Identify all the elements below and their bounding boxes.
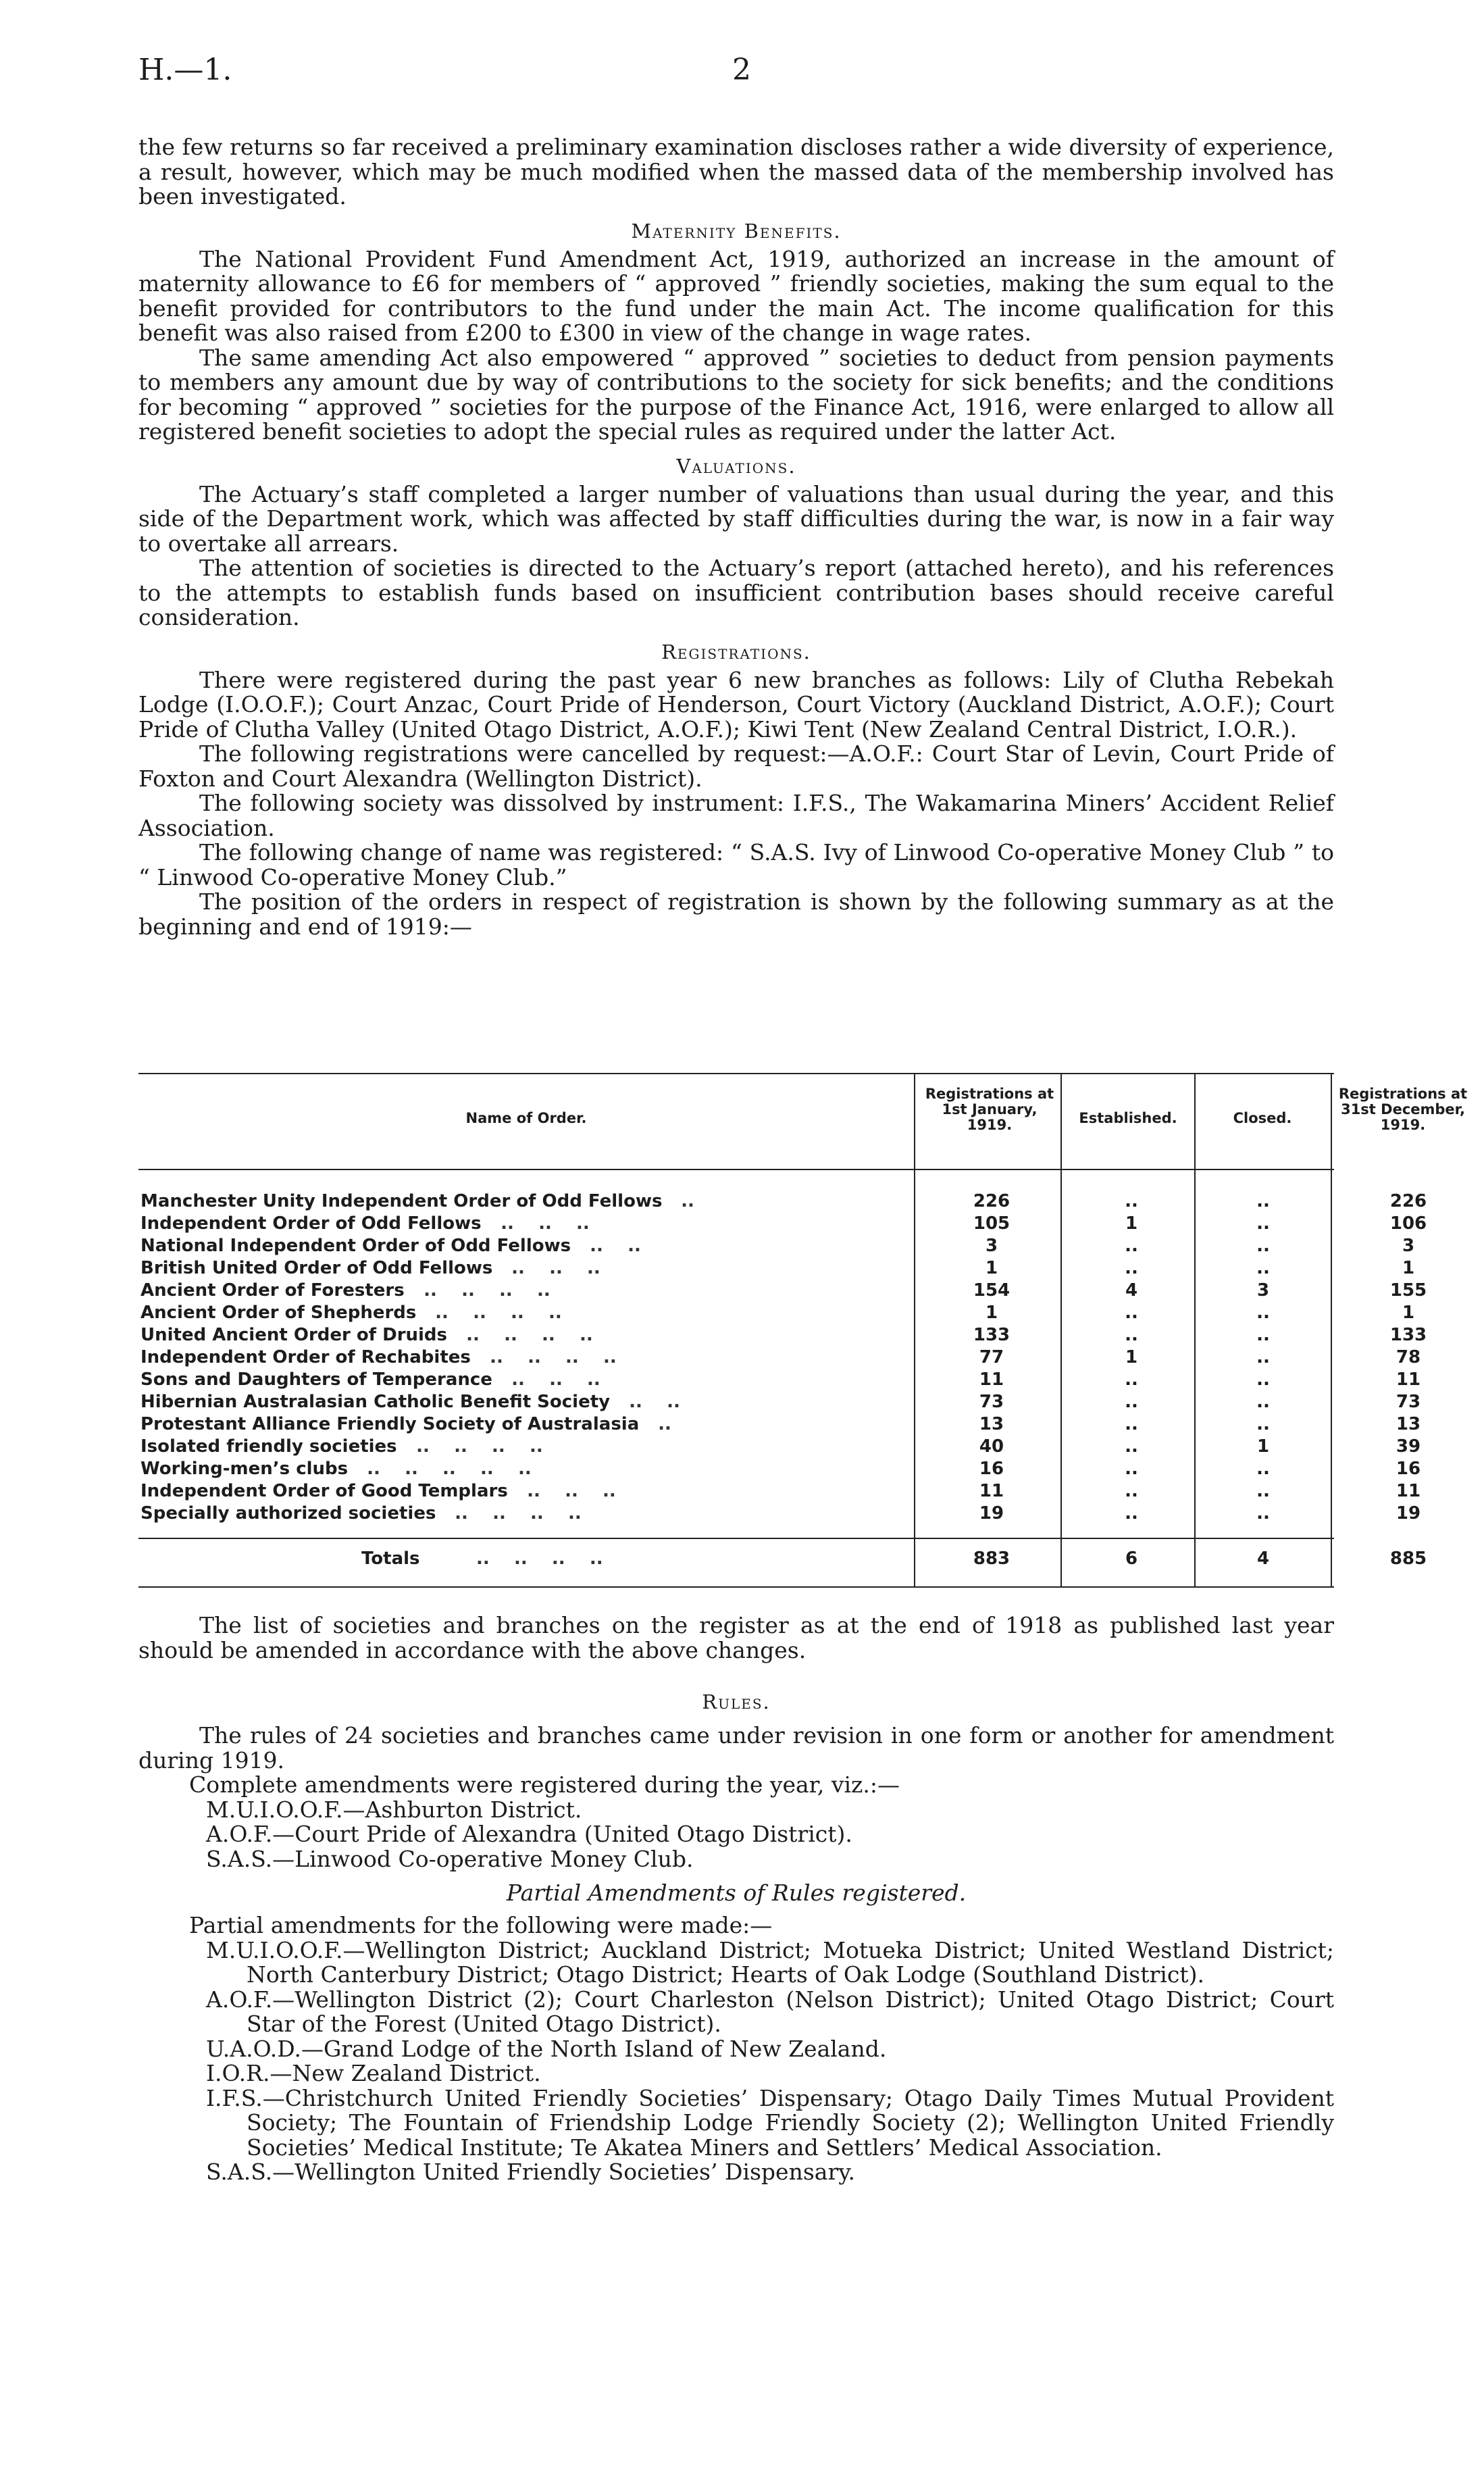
established-count: 1 <box>1125 1347 1138 1367</box>
complete-amendments-list <box>138 1798 1334 1872</box>
registrations-end: 106 <box>1389 1213 1427 1234</box>
registrations-start: 226 <box>973 1191 1010 1211</box>
registrations-start: 154 <box>973 1280 1010 1301</box>
leader-dots: .. .. .. .. <box>442 1503 582 1524</box>
registrations-heading: Registrations. <box>661 640 811 663</box>
registrations-end: 1 <box>1402 1258 1415 1278</box>
registrations-paragraph-1: There were registered during the past year 6 new branches as follows: Lily of Clutha Rebekah Lodge (I.O.O.F.); Court Anzac, Court Pride of Henderson, Court Victory (Auckland District, A.O.F.); Court Pride of Clutha Valley (United Otago District, A.O.F.); Kiwi Tent (New Zealand Central District, I.O.R.). <box>138 666 1334 743</box>
header-closed: Closed. <box>1233 1110 1292 1126</box>
table-body <box>138 1189 1427 1524</box>
established-count: .. <box>1125 1392 1138 1412</box>
table-top-rule <box>138 1073 1334 1074</box>
order-name: Isolated friendly societies <box>140 1436 397 1457</box>
established-count: .. <box>1125 1459 1138 1479</box>
order-name: Independent Order of Good Templars <box>140 1481 508 1501</box>
order-name: Protestant Alliance Friendly Society of Australasia <box>140 1414 640 1434</box>
order-name: Ancient Order of Foresters <box>140 1280 405 1301</box>
leader-dots: .. .. .. <box>499 1258 600 1278</box>
table-totals-rule <box>138 1538 1334 1539</box>
established-count: .. <box>1125 1236 1138 1256</box>
table-header-rule <box>138 1169 1334 1170</box>
partial-amendments-lead: Partial amendments for the following were made:— <box>189 1912 773 1938</box>
leader-dots: .. .. .. <box>499 1369 600 1390</box>
registrations-end: 78 <box>1396 1347 1421 1367</box>
order-name: Specially authorized societies <box>140 1503 436 1524</box>
leader-dots: .. <box>646 1414 671 1434</box>
registrations-end: 1 <box>1402 1303 1415 1323</box>
complete-amendments-lead: Complete amendments were registered during the year, viz.:— <box>189 1771 900 1798</box>
table-row <box>138 1345 1421 1367</box>
registrations-end: 13 <box>1396 1414 1421 1434</box>
complete-amendment-item: M.U.I.O.O.F.—Ashburton District. <box>206 1796 582 1823</box>
leader-dots: .. .. .. .. .. <box>355 1459 532 1479</box>
table-row <box>138 1367 1421 1390</box>
registrations-paragraph-5: The position of the orders in respect of registration is shown by the following summary as at the beginning and end of 1919:— <box>138 888 1334 940</box>
partial-amendments-list <box>138 1938 1334 2185</box>
order-name: British United Order of Odd Fellows <box>140 1258 493 1278</box>
established-count: .. <box>1125 1258 1138 1278</box>
registrations-paragraph-2: The following registrations were cancelled by request:—A.O.F.: Court Star of Levin, Court Pride of Foxton and Court Alexandra (Wellington District). <box>138 740 1334 792</box>
leader-dots: .. .. .. .. <box>423 1303 562 1323</box>
table-row <box>138 1211 1427 1234</box>
registrations-paragraph-3: The following society was dissolved by instrument: I.F.S., The Wakamarina Miners’ Accident Relief Association. <box>138 790 1334 841</box>
table-row <box>138 1234 1415 1256</box>
registrations-paragraph-4: The following change of name was registered: “ S.A.S. Ivy of Linwood Co-operative Money Club ” to “ Linwood Co-operative Money Club.” <box>138 839 1334 890</box>
valuations-paragraph-2: The attention of societies is directed to the Actuary’s report (attached hereto), and his references to the attempts to establish funds based on insufficient contribution bases should receive careful consideration. <box>138 555 1334 630</box>
totals-start: 883 <box>973 1549 1010 1569</box>
closed-count: .. <box>1256 1303 1270 1323</box>
partial-amendment-item: I.O.R.—New Zealand District. <box>206 2060 541 2086</box>
registrations-start: 40 <box>979 1436 1004 1457</box>
closed-count: .. <box>1256 1325 1270 1345</box>
table-row <box>138 1412 1421 1434</box>
partial-amendments-heading: Partial Amendments of Rules registered. <box>506 1880 967 1906</box>
leader-dots: .. .. <box>578 1236 641 1256</box>
page-number: 2 <box>732 53 751 87</box>
after-table-paragraph: The list of societies and branches on the register as at the end of 1918 as published last year should be amended in accordance with the above changes. <box>138 1612 1334 1663</box>
order-name: Working-men’s clubs <box>140 1459 349 1479</box>
partial-amendment-item: A.O.F.—Wellington District (2); Court Charleston (Nelson District); United Otago District; Court Star of the Forest (United Otago District). <box>206 1986 1334 2037</box>
closed-count: .. <box>1256 1258 1270 1278</box>
established-count: 1 <box>1125 1213 1138 1234</box>
established-count: .. <box>1125 1325 1138 1345</box>
registrations-start: 73 <box>979 1392 1004 1412</box>
closed-count: 1 <box>1256 1436 1270 1457</box>
totals-established: 6 <box>1125 1549 1138 1569</box>
partial-amendment-item: I.F.S.—Christchurch United Friendly Societies’ Dispensary; Otago Daily Times Mutual Provident Society; The Fountain of Friendship Lodge Friendly Society (2); Wellington United Friendly Societies’ Medical Institute; Te Akatea Miners and Settlers’ Medical Association. <box>206 2084 1334 2161</box>
leader-dots: .. .. .. .. <box>478 1347 617 1367</box>
closed-count: .. <box>1256 1459 1270 1479</box>
closed-count: .. <box>1256 1347 1270 1367</box>
header-established: Established. <box>1079 1110 1177 1126</box>
header-registrations-end: Registrations at 31st December, 1919. <box>1338 1086 1468 1133</box>
established-count: .. <box>1125 1503 1138 1524</box>
valuations-paragraph-1: The Actuary’s staff completed a larger number of valuations than usual during the year, and this side of the Department work, which was affected by staff difficulties during the war, is now in a fair way to overtake all arrears. <box>138 480 1334 557</box>
table-row <box>138 1278 1427 1301</box>
registrations-end: 226 <box>1389 1191 1427 1211</box>
leader-dots: .. .. .. .. <box>454 1325 593 1345</box>
table-row <box>138 1323 1427 1345</box>
table-totals-row <box>138 1546 1427 1573</box>
maternity-paragraph-1: The National Provident Fund Amendment Act, 1919, authorized an increase in the amount of maternity allowance to £6 for members of “ approved ” friendly societies, making the sum equal to the benefit provided for contributors to the fund under the main Act. The income qualification for this benefit was also raised from £200 to £300 in view of the change in wage rates. <box>138 245 1334 346</box>
closed-count: .. <box>1256 1213 1270 1234</box>
registrations-start: 105 <box>973 1213 1010 1234</box>
established-count: 4 <box>1125 1280 1138 1301</box>
order-name: Independent Order of Rechabites <box>140 1347 471 1367</box>
order-name: Ancient Order of Shepherds <box>140 1303 417 1323</box>
registrations-start: 19 <box>979 1503 1004 1524</box>
registrations-start: 1 <box>985 1258 998 1278</box>
closed-count: .. <box>1256 1481 1270 1501</box>
order-name: National Independent Order of Odd Fellows <box>140 1236 571 1256</box>
intro-paragraph: the few returns so far received a preliminary examination discloses rather a wide diversity of experience, a result, however, which may be much modified when the massed data of the membership involved has been investigated. <box>138 134 1334 209</box>
registrations-start: 13 <box>979 1414 1004 1434</box>
table-bottom-rule <box>138 1586 1334 1588</box>
leader-dots: .. .. .. .. <box>404 1436 543 1457</box>
registrations-summary-table <box>138 1073 1468 1593</box>
complete-amendment-item: A.O.F.—Court Pride of Alexandra (United Otago District). <box>206 1821 852 1847</box>
closed-count: .. <box>1256 1503 1270 1524</box>
rules-paragraph-1: The rules of 24 societies and branches came under revision in one form or another for amendment during 1919. <box>138 1722 1334 1773</box>
closed-count: 3 <box>1256 1280 1270 1301</box>
upper-text-block <box>138 135 1334 939</box>
table-row <box>138 1390 1421 1412</box>
order-name: Manchester Unity Independent Order of Odd Fellows <box>140 1191 663 1211</box>
table-row <box>138 1501 1421 1524</box>
established-count: .. <box>1125 1191 1138 1211</box>
totals-leader-dots: .. .. .. .. <box>476 1549 603 1569</box>
partial-amendment-item: M.U.I.O.O.F.—Wellington District; Auckland District; Motueka District; United Westland District; North Canterbury District; Otago District; Hearts of Oak Lodge (Southland District). <box>206 1936 1334 1988</box>
established-count: .. <box>1125 1436 1138 1457</box>
registrations-start: 11 <box>979 1369 1004 1390</box>
leader-dots: .. .. .. <box>515 1481 616 1501</box>
registrations-start: 16 <box>979 1459 1004 1479</box>
registrations-start: 77 <box>979 1347 1004 1367</box>
table-row <box>138 1256 1415 1278</box>
registrations-start: 1 <box>985 1303 998 1323</box>
maternity-heading: Maternity Benefits. <box>631 219 842 243</box>
lower-text-block <box>138 1613 1334 2185</box>
registrations-start: 133 <box>973 1325 1010 1345</box>
registrations-start: 3 <box>985 1236 998 1256</box>
established-count: .. <box>1125 1303 1138 1323</box>
totals-label: Totals <box>361 1549 420 1569</box>
leader-dots: .. .. .. .. <box>411 1280 551 1301</box>
registrations-end: 73 <box>1396 1392 1421 1412</box>
table-row <box>138 1434 1421 1457</box>
closed-count: .. <box>1256 1414 1270 1434</box>
order-name: Hibernian Australasian Catholic Benefit Society <box>140 1392 611 1412</box>
report-code: H.—1. <box>138 53 232 87</box>
registrations-end: 11 <box>1396 1481 1421 1501</box>
leader-dots: .. .. .. <box>488 1213 590 1234</box>
closed-count: .. <box>1256 1392 1270 1412</box>
leader-dots: .. .. <box>617 1392 680 1412</box>
closed-count: .. <box>1256 1369 1270 1390</box>
registrations-end: 39 <box>1396 1436 1421 1457</box>
table-row <box>138 1479 1421 1501</box>
rules-heading: Rules. <box>702 1690 771 1713</box>
registrations-end: 155 <box>1389 1280 1427 1301</box>
registrations-end: 3 <box>1402 1236 1415 1256</box>
header-registrations-start: Registrations at 1st January, 1919. <box>925 1086 1054 1133</box>
header-name-of-order: Name of Order. <box>465 1110 587 1126</box>
valuations-heading: Valuations. <box>676 454 796 478</box>
registrations-start: 11 <box>979 1481 1004 1501</box>
order-name: Sons and Daughters of Temperance <box>140 1369 492 1390</box>
totals-end: 885 <box>1389 1549 1427 1569</box>
registrations-end: 11 <box>1396 1369 1421 1390</box>
closed-count: .. <box>1256 1236 1270 1256</box>
complete-amendment-item: S.A.S.—Linwood Co-operative Money Club. <box>206 1845 694 1872</box>
established-count: .. <box>1125 1369 1138 1390</box>
registrations-end: 16 <box>1396 1459 1421 1479</box>
table-row <box>138 1457 1421 1479</box>
leader-dots: .. <box>669 1191 694 1211</box>
registrations-end: 19 <box>1396 1503 1421 1524</box>
partial-amendment-item: U.A.O.D.—Grand Lodge of the North Island of New Zealand. <box>206 2035 887 2062</box>
table-row <box>138 1189 1427 1211</box>
established-count: .. <box>1125 1414 1138 1434</box>
order-name: Independent Order of Odd Fellows <box>140 1213 482 1234</box>
partial-amendment-item: S.A.S.—Wellington United Friendly Societies’ Dispensary. <box>206 2159 855 2185</box>
table-row <box>138 1301 1415 1323</box>
maternity-paragraph-2: The same amending Act also empowered “ approved ” societies to deduct from pension payments to members any amount due by way of contributions to the society for sick benefits; and the conditions for becoming “ approved ” societies for the purpose of the Finance Act, 1916, were enlarged to allow all registered benefit societies to adopt the special rules as required under the latter Act. <box>138 344 1334 445</box>
totals-closed: 4 <box>1256 1549 1270 1569</box>
closed-count: .. <box>1256 1191 1270 1211</box>
registrations-end: 133 <box>1389 1325 1427 1345</box>
order-name: United Ancient Order of Druids <box>140 1325 448 1345</box>
established-count: .. <box>1125 1481 1138 1501</box>
